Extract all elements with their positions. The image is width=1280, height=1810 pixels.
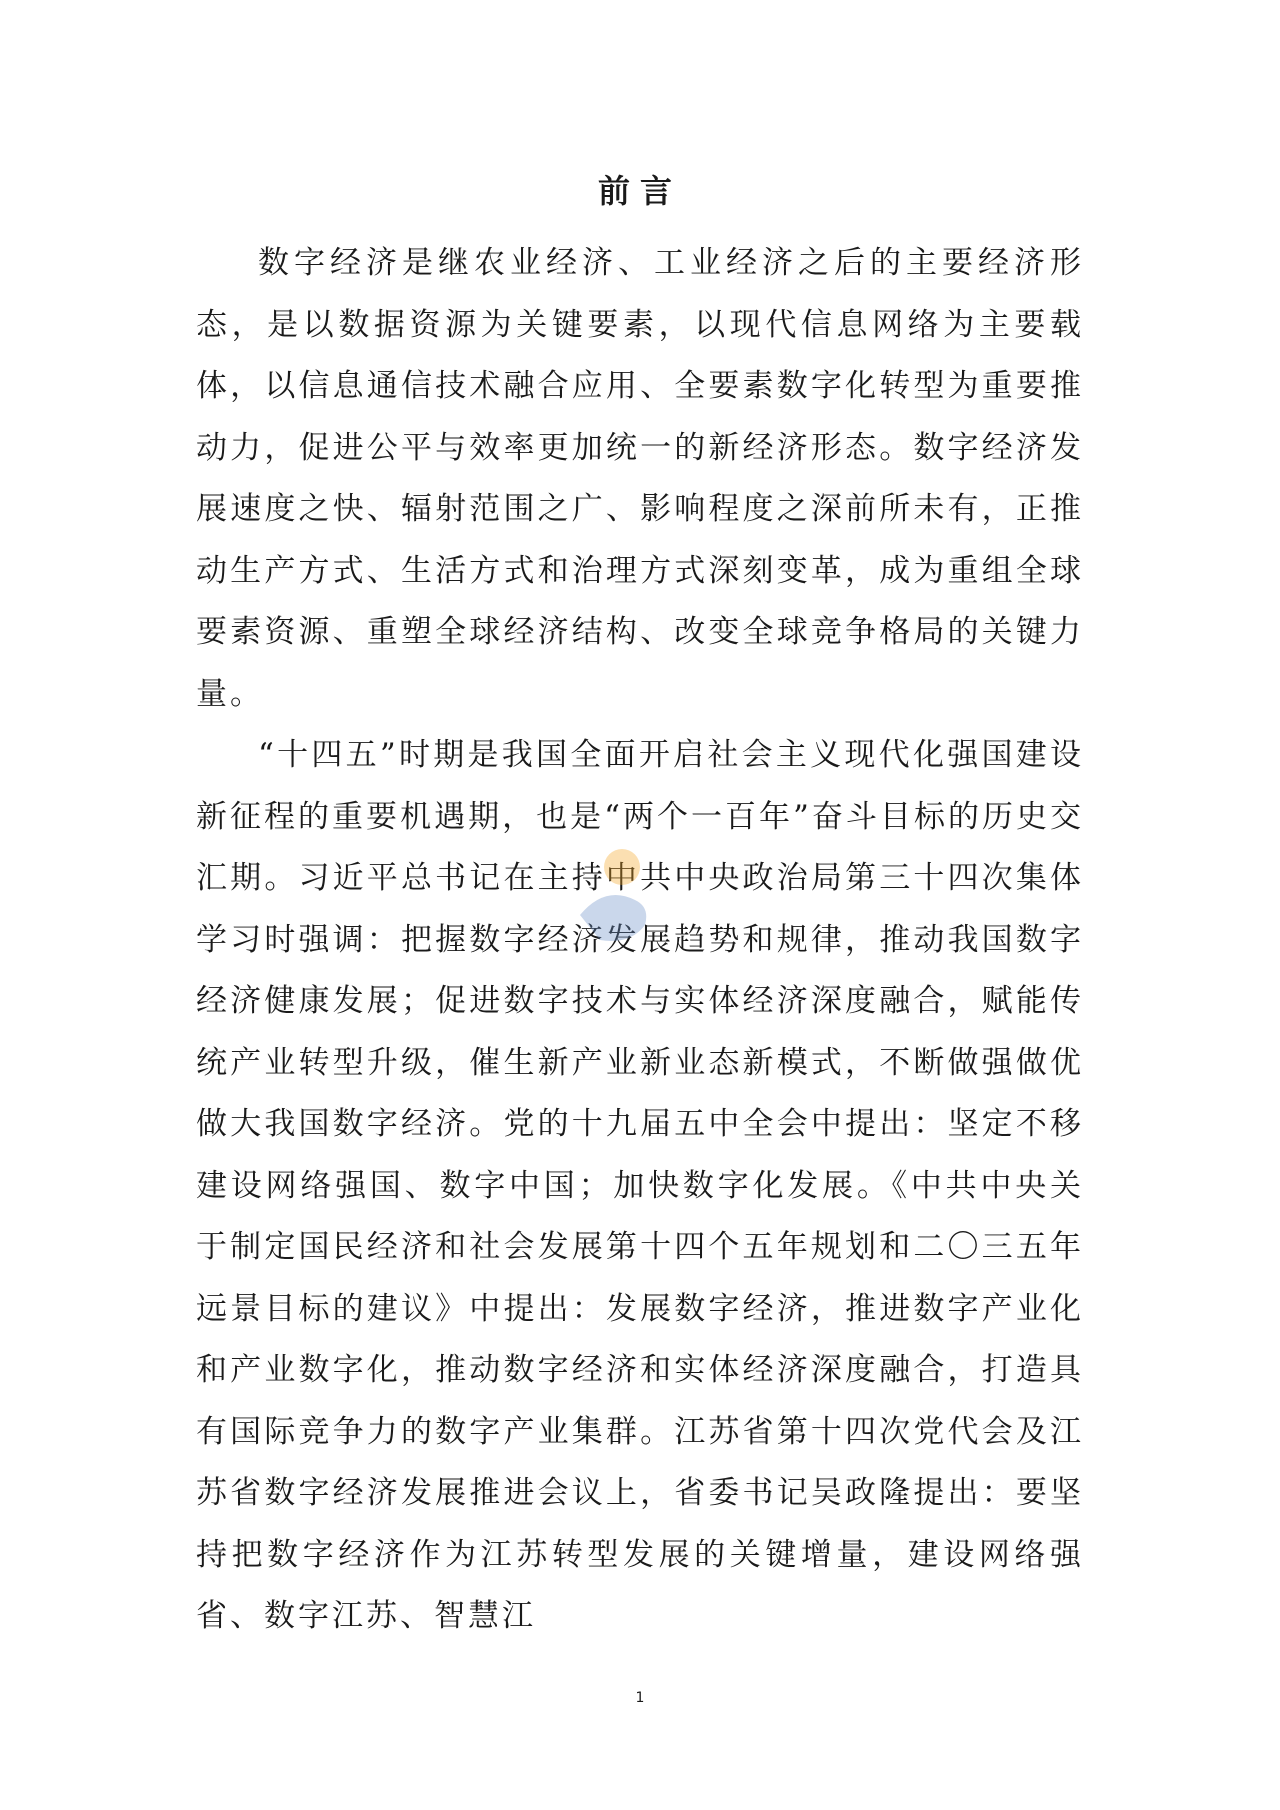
watermark-blue-shape xyxy=(580,895,646,941)
watermark-orange-circle xyxy=(604,849,640,885)
paragraph-1: 数字经济是继农业经济、工业经济之后的主要经济形态，是以数据资源为关键要素，以现代信息网络为主要载体，以信息通信技术融合应用、全要素数字化转型为重要推动力，促进公平与效率更加统一的新经济形态。数字经济发展速度之快、辐射范围之广、影响程度之深前所未有，正推动生产方式、生活方式和治理方式深刻变革，成为重组全球要素资源、重塑全球经济结构、改变全球竞争格局的关键力量。 xyxy=(196,245,1084,712)
page-title: 前言 xyxy=(597,172,682,210)
paragraph-2: “十四五”时期是我国全面开启社会主义现代化强国建设新征程的重要机遇期，也是“两个一百年”奋斗目标的历史交汇期。习近平总书记在主持中共中央政治局第三十四次集体学习时强调：把握数字经济发展趋势和规律，推动我国数字经济健康发展；促进数字技术与实体经济深度融合，赋能传统产业转型升级，催生新产业新业态新模式，不断做强做优做大我国数字经济。党的十九届五中全会中提出：坚定不移建设网络强国、数字中国；加快数字化发展。《中共中央关于制定国民经济和社会发展第十四个五年规划和二〇三五年远景目标的建议》中提出：发展数字经济，推进数字产业化和产业数字化，推动数字经济和实体经济深度融合，打造具有国际竞争力的数字产业集群。江苏省第十四次党代会及江苏省数字经济发展推进会议上，省委书记吴政隆提出：要坚持把数字经济作为江苏转型发展的关键增量，建设网络强省、数字江苏、智慧江 xyxy=(196,737,1084,1634)
page-number: 1 xyxy=(635,1690,645,1706)
faded-logo-watermark-icon xyxy=(560,845,670,955)
